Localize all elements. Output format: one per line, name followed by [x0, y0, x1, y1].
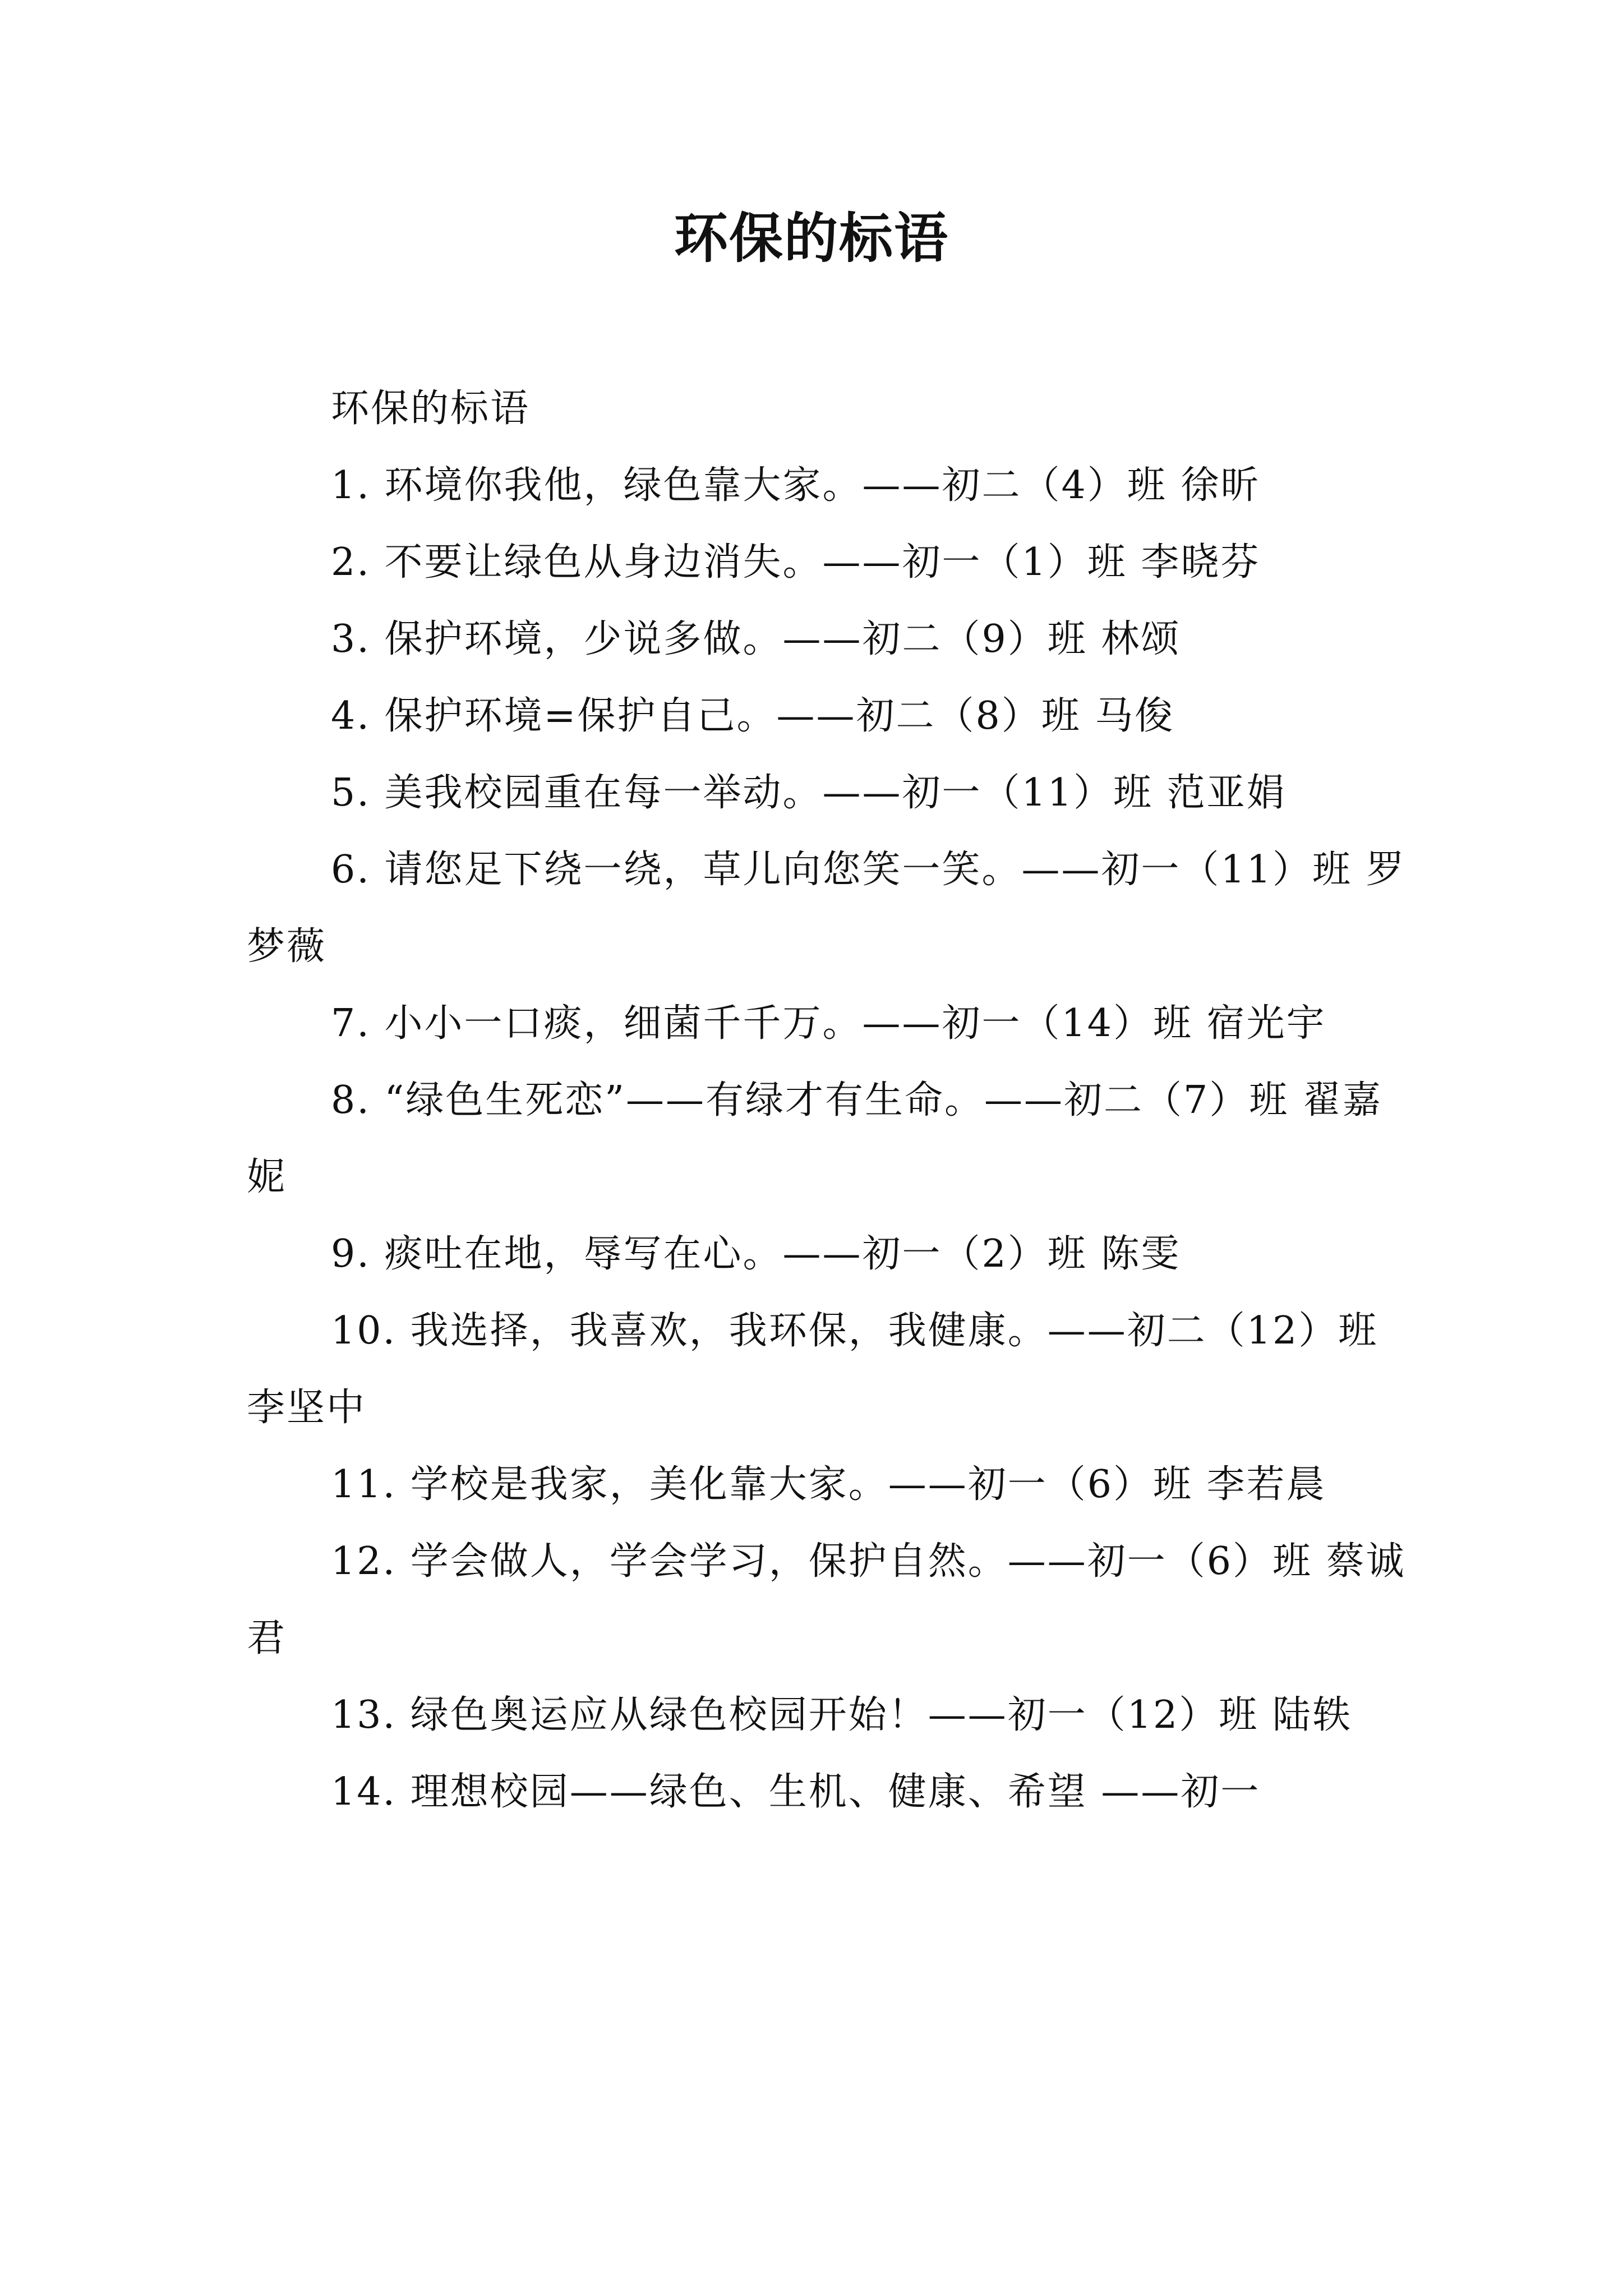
slogan-item-13: 13. 绿色奥运应从绿色校园开始！——初一（12）班 陆轶	[331, 1693, 1352, 1737]
slogan-item-12: 12. 学会做人，学会学习，保护自然。——初一（6）班 蔡诚君	[247, 1539, 1406, 1660]
slogan-item-2: 2. 不要让绿色从身边消失。——初一（1）班 李晓芬	[331, 540, 1261, 585]
slogan-item-3: 3. 保护环境，少说多做。——初二（9）班 林颂	[331, 617, 1181, 661]
section-heading: 环保的标语	[331, 386, 531, 431]
document-body	[247, 370, 1413, 1830]
slogan-item-9: 9. 痰吐在地，辱写在心。——初一（2）班 陈雯	[331, 1232, 1181, 1276]
slogan-item-1: 1. 环境你我他，绿色靠大家。——初二（4）班 徐昕	[331, 463, 1261, 508]
slogan-item-11: 11. 学校是我家，美化靠大家。——初一（6）班 李若晨	[331, 1462, 1326, 1507]
slogan-item-5: 5. 美我校园重在每一举动。——初一（11）班 范亚娟	[331, 771, 1287, 815]
slogan-item-8: 8. “绿色生死恋”——有绿才有生命。——初二（7）班 翟嘉妮	[247, 1078, 1382, 1199]
slogan-item-14: 14. 理想校园——绿色、生机、健康、希望 ——初一	[331, 1770, 1261, 1814]
page-title: 环保的标语	[674, 207, 949, 270]
slogan-item-4: 4. 保护环境=保护自己。——初二（8）班 马俊	[331, 694, 1175, 738]
slogan-item-6: 6. 请您足下绕一绕，草儿向您笑一笑。——初一（11）班 罗梦薇	[247, 848, 1406, 969]
slogan-item-7: 7. 小小一口痰，细菌千千万。——初一（14）班 宿光宇	[331, 1001, 1326, 1046]
slogan-item-10: 10. 我选择，我喜欢，我环保，我健康。——初二（12）班 李坚中	[247, 1309, 1378, 1430]
